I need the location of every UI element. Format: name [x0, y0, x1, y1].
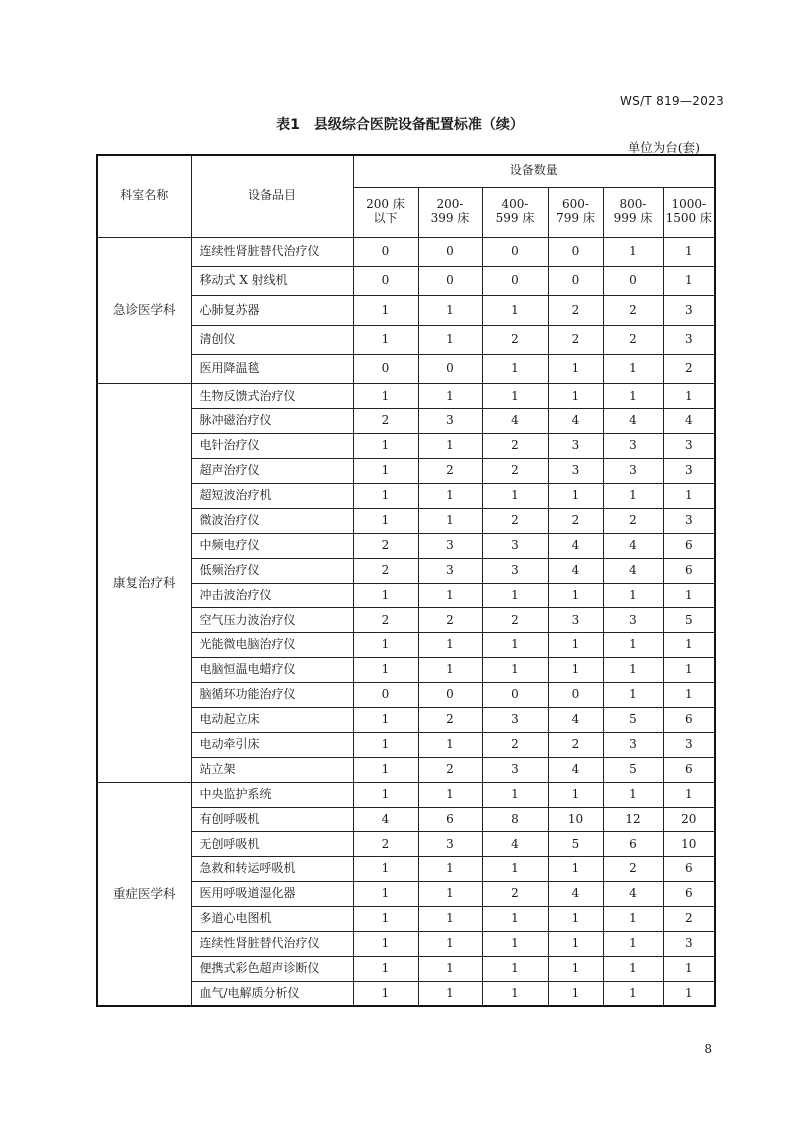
quantity-cell: 2 [663, 355, 715, 384]
quantity-cell: 1 [663, 782, 715, 807]
quantity-cell: 3 [663, 296, 715, 325]
quantity-cell: 4 [482, 409, 548, 434]
item-cell: 便携式彩色超声诊断仪 [191, 956, 353, 981]
bed-size-header-line: 399 床 [430, 211, 470, 225]
quantity-cell: 2 [482, 508, 548, 533]
quantity-cell: 3 [663, 459, 715, 484]
quantity-cell: 1 [353, 325, 418, 354]
quantity-cell: 2 [548, 508, 603, 533]
bed-size-header-line: 600- [562, 197, 589, 212]
quantity-cell: 1 [418, 583, 482, 608]
quantity-cell: 0 [353, 355, 418, 384]
item-cell: 无创呼吸机 [191, 832, 353, 857]
quantity-cell: 3 [418, 409, 482, 434]
item-cell: 电动牵引床 [191, 732, 353, 757]
item-cell: 光能微电脑治疗仪 [191, 633, 353, 658]
bed-size-header [548, 187, 603, 237]
quantity-cell: 2 [603, 296, 663, 325]
quantity-cell: 1 [482, 296, 548, 325]
table-body [97, 237, 715, 1006]
quantity-cell: 0 [418, 355, 482, 384]
quantity-cell: 1 [663, 237, 715, 266]
quantity-cell: 1 [663, 658, 715, 683]
quantity-cell: 1 [548, 907, 603, 932]
quantity-cell: 3 [603, 608, 663, 633]
quantity-cell: 0 [603, 266, 663, 295]
quantity-cell: 3 [663, 732, 715, 757]
quantity-cell: 2 [482, 732, 548, 757]
quantity-cell: 0 [418, 237, 482, 266]
quantity-cell: 3 [482, 533, 548, 558]
quantity-cell: 1 [418, 782, 482, 807]
quantity-cell: 0 [353, 266, 418, 295]
quantity-cell: 1 [482, 981, 548, 1006]
quantity-cell: 20 [663, 807, 715, 832]
item-cell: 低频治疗仪 [191, 558, 353, 583]
quantity-cell: 1 [548, 932, 603, 957]
dept-column-header: 科室名称 [97, 155, 191, 237]
quantity-cell: 1 [482, 484, 548, 509]
equipment-table [96, 154, 716, 1007]
item-cell: 心肺复苏器 [191, 296, 353, 325]
quantity-cell: 1 [663, 583, 715, 608]
quantity-cell: 1 [603, 981, 663, 1006]
item-cell: 电动起立床 [191, 708, 353, 733]
quantity-cell: 0 [353, 683, 418, 708]
quantity-cell: 1 [353, 882, 418, 907]
quantity-cell: 1 [418, 981, 482, 1006]
quantity-cell: 6 [663, 533, 715, 558]
quantity-cell: 1 [663, 683, 715, 708]
quantity-cell: 6 [663, 757, 715, 782]
quantity-cell: 3 [548, 434, 603, 459]
quantity-cell: 5 [603, 708, 663, 733]
quantity-cell: 1 [353, 708, 418, 733]
quantity-cell: 4 [603, 882, 663, 907]
item-cell: 移动式 X 射线机 [191, 266, 353, 295]
item-cell: 电针治疗仪 [191, 434, 353, 459]
dept-cell: 急诊医学科 [97, 237, 191, 384]
item-cell: 中央监护系统 [191, 782, 353, 807]
quantity-cell: 1 [353, 508, 418, 533]
quantity-cell: 5 [548, 832, 603, 857]
item-cell: 连续性肾脏替代治疗仪 [191, 237, 353, 266]
quantity-cell: 1 [418, 932, 482, 957]
quantity-cell: 1 [482, 658, 548, 683]
quantity-cell: 1 [353, 907, 418, 932]
dept-cell: 康复治疗科 [97, 384, 191, 782]
quantity-cell: 2 [353, 409, 418, 434]
quantity-cell: 3 [603, 459, 663, 484]
quantity-cell: 1 [603, 907, 663, 932]
quantity-cell: 2 [353, 608, 418, 633]
quantity-cell: 2 [353, 832, 418, 857]
quantity-cell: 0 [353, 237, 418, 266]
quantity-cell: 4 [482, 832, 548, 857]
quantity-cell: 0 [418, 683, 482, 708]
quantity-cell: 1 [353, 956, 418, 981]
quantity-cell: 1 [548, 633, 603, 658]
quantity-cell: 1 [353, 981, 418, 1006]
quantity-cell: 1 [663, 384, 715, 409]
quantity-cell: 3 [663, 434, 715, 459]
quantity-cell: 10 [548, 807, 603, 832]
quantity-cell: 1 [482, 956, 548, 981]
quantity-cell: 2 [482, 434, 548, 459]
bed-size-header-line: 999 床 [613, 211, 653, 225]
quantity-cell: 1 [603, 932, 663, 957]
quantity-cell: 1 [418, 508, 482, 533]
quantity-cell: 12 [603, 807, 663, 832]
table-row [97, 384, 715, 409]
quantity-cell: 1 [482, 907, 548, 932]
quantity-cell: 1 [418, 857, 482, 882]
item-cell: 超短波治疗机 [191, 484, 353, 509]
quantity-cell: 1 [482, 782, 548, 807]
bed-size-header-line: 599 床 [495, 211, 535, 225]
unit-note: 单位为台(套) [627, 140, 700, 155]
quantity-cell: 1 [603, 237, 663, 266]
quantity-cell: 4 [353, 807, 418, 832]
item-cell: 医用降温毯 [191, 355, 353, 384]
quantity-cell: 1 [418, 658, 482, 683]
quantity-cell: 1 [663, 484, 715, 509]
bed-size-header-line: 200- [436, 197, 464, 212]
quantity-cell: 1 [418, 633, 482, 658]
item-cell: 电脑恒温电蜡疗仪 [191, 658, 353, 683]
quantity-cell: 1 [418, 882, 482, 907]
quantity-cell: 0 [548, 266, 603, 295]
quantity-cell: 1 [663, 633, 715, 658]
quantity-cell: 3 [603, 732, 663, 757]
table-title: 表1 县级综合医院设备配置标准（续） [276, 117, 524, 133]
quantity-cell: 0 [482, 683, 548, 708]
page-number: 8 [704, 1042, 712, 1056]
item-cell: 站立架 [191, 757, 353, 782]
quantity-cell: 2 [548, 296, 603, 325]
table-header [97, 155, 715, 237]
bed-size-header-line: 800- [619, 197, 647, 212]
quantity-cell: 1 [548, 981, 603, 1006]
quantity-cell: 3 [548, 608, 603, 633]
quantity-cell: 1 [482, 857, 548, 882]
quantity-cell: 1 [603, 658, 663, 683]
item-cell: 多道心电图机 [191, 907, 353, 932]
quantity-cell: 4 [548, 533, 603, 558]
quantity-cell: 1 [353, 583, 418, 608]
bed-size-header-line: 以下 [373, 211, 398, 225]
quantity-cell: 4 [603, 533, 663, 558]
quantity-cell: 1 [603, 683, 663, 708]
quantity-cell: 5 [603, 757, 663, 782]
quantity-cell: 2 [418, 608, 482, 633]
quantity-cell: 1 [482, 583, 548, 608]
quantity-cell: 1 [548, 384, 603, 409]
quantity-cell: 3 [663, 508, 715, 533]
quantity-cell: 3 [603, 434, 663, 459]
quantity-cell: 4 [663, 409, 715, 434]
quantity-cell: 1 [603, 355, 663, 384]
bed-size-header-line: 1500 床 [665, 211, 712, 225]
quantity-cell: 6 [663, 558, 715, 583]
quantity-cell: 1 [418, 325, 482, 354]
bed-size-header-line: 200 床 [366, 197, 405, 212]
quantity-cell: 1 [603, 956, 663, 981]
quantity-cell: 2 [603, 508, 663, 533]
dept-cell: 重症医学科 [97, 782, 191, 1006]
quantity-cell: 2 [418, 459, 482, 484]
quantity-cell: 6 [663, 708, 715, 733]
quantity-cell: 1 [353, 932, 418, 957]
item-cell: 中频电疗仪 [191, 533, 353, 558]
quantity-cell: 6 [418, 807, 482, 832]
quantity-cell: 1 [482, 932, 548, 957]
quantity-cell: 2 [353, 558, 418, 583]
quantity-cell: 3 [482, 558, 548, 583]
quantity-cell: 3 [418, 533, 482, 558]
quantity-cell: 1 [353, 296, 418, 325]
quantity-cell: 2 [418, 708, 482, 733]
bed-size-header [418, 187, 482, 237]
quantity-cell: 1 [548, 484, 603, 509]
quantity-cell: 2 [482, 459, 548, 484]
quantity-cell: 2 [482, 325, 548, 354]
bed-size-header-line: 799 床 [556, 211, 595, 225]
quantity-cell: 6 [663, 882, 715, 907]
quantity-cell: 4 [548, 708, 603, 733]
quantity-cell: 1 [353, 484, 418, 509]
quantity-cell: 2 [482, 882, 548, 907]
bed-size-header [603, 187, 663, 237]
quantity-cell: 5 [663, 608, 715, 633]
quantity-cell: 3 [482, 757, 548, 782]
quantity-cell: 0 [548, 683, 603, 708]
bed-size-header [663, 187, 715, 237]
quantity-cell: 1 [548, 956, 603, 981]
quantity-cell: 1 [603, 384, 663, 409]
quantity-cell: 4 [548, 882, 603, 907]
item-cell: 有创呼吸机 [191, 807, 353, 832]
item-cell: 连续性肾脏替代治疗仪 [191, 932, 353, 957]
quantity-cell: 1 [418, 956, 482, 981]
quantity-cell: 0 [482, 266, 548, 295]
table-row [97, 237, 715, 266]
quantity-cell: 2 [548, 325, 603, 354]
quantity-cell: 1 [548, 658, 603, 683]
quantity-cell: 0 [482, 237, 548, 266]
quantity-cell: 1 [418, 296, 482, 325]
quantity-cell: 6 [603, 832, 663, 857]
bed-size-header [482, 187, 548, 237]
quantity-cell: 1 [418, 434, 482, 459]
quantity-cell: 1 [663, 266, 715, 295]
quantity-cell: 1 [418, 732, 482, 757]
quantity-cell: 1 [418, 484, 482, 509]
quantity-cell: 1 [482, 355, 548, 384]
item-column-header: 设备品目 [191, 155, 353, 237]
item-cell: 清创仪 [191, 325, 353, 354]
quantity-cell: 2 [548, 732, 603, 757]
quantity-cell: 1 [353, 757, 418, 782]
item-cell: 生物反馈式治疗仪 [191, 384, 353, 409]
quantity-cell: 1 [603, 633, 663, 658]
quantity-cell: 3 [663, 325, 715, 354]
quantity-cell: 1 [353, 857, 418, 882]
quantity-cell: 4 [603, 409, 663, 434]
item-cell: 急救和转运呼吸机 [191, 857, 353, 882]
quantity-cell: 2 [663, 907, 715, 932]
quantity-cell: 3 [418, 558, 482, 583]
quantity-cell: 1 [548, 782, 603, 807]
quantity-cell: 4 [603, 558, 663, 583]
quantity-cell: 1 [482, 384, 548, 409]
item-cell: 脉冲磁治疗仪 [191, 409, 353, 434]
quantity-cell: 1 [353, 782, 418, 807]
quantity-cell: 6 [663, 857, 715, 882]
quantity-cell: 1 [663, 956, 715, 981]
quantity-cell: 0 [548, 237, 603, 266]
item-cell: 血气/电解质分析仪 [191, 981, 353, 1006]
item-cell: 脑循环功能治疗仪 [191, 683, 353, 708]
bed-size-header-line: 400- [501, 197, 529, 212]
item-cell: 微波治疗仪 [191, 508, 353, 533]
quantity-header: 设备数量 [353, 155, 715, 187]
quantity-cell: 2 [482, 608, 548, 633]
bed-size-header-line: 1000- [671, 197, 707, 212]
bed-size-header [353, 187, 418, 237]
item-cell: 冲击波治疗仪 [191, 583, 353, 608]
quantity-cell: 1 [418, 907, 482, 932]
quantity-cell: 2 [603, 325, 663, 354]
item-cell: 超声治疗仪 [191, 459, 353, 484]
quantity-cell: 2 [353, 533, 418, 558]
quantity-cell: 4 [548, 409, 603, 434]
quantity-cell: 2 [603, 857, 663, 882]
quantity-cell: 1 [353, 434, 418, 459]
quantity-cell: 8 [482, 807, 548, 832]
quantity-cell: 1 [548, 857, 603, 882]
standard-code: WS/T 819—2023 [619, 94, 724, 108]
quantity-cell: 1 [603, 782, 663, 807]
quantity-cell: 3 [548, 459, 603, 484]
table-row [97, 782, 715, 807]
quantity-cell: 10 [663, 832, 715, 857]
quantity-cell: 4 [548, 757, 603, 782]
quantity-cell: 3 [663, 932, 715, 957]
quantity-cell: 1 [548, 583, 603, 608]
item-cell: 空气压力波治疗仪 [191, 608, 353, 633]
quantity-cell: 1 [353, 633, 418, 658]
quantity-cell: 0 [418, 266, 482, 295]
quantity-cell: 1 [353, 459, 418, 484]
quantity-cell: 1 [482, 633, 548, 658]
quantity-cell: 1 [353, 732, 418, 757]
quantity-cell: 1 [603, 583, 663, 608]
quantity-cell: 1 [418, 384, 482, 409]
quantity-cell: 1 [663, 981, 715, 1006]
quantity-cell: 1 [353, 384, 418, 409]
quantity-cell: 3 [418, 832, 482, 857]
quantity-cell: 3 [482, 708, 548, 733]
quantity-cell: 1 [353, 658, 418, 683]
quantity-cell: 4 [548, 558, 603, 583]
quantity-cell: 2 [418, 757, 482, 782]
item-cell: 医用呼吸道湿化器 [191, 882, 353, 907]
quantity-cell: 1 [603, 484, 663, 509]
quantity-cell: 1 [548, 355, 603, 384]
